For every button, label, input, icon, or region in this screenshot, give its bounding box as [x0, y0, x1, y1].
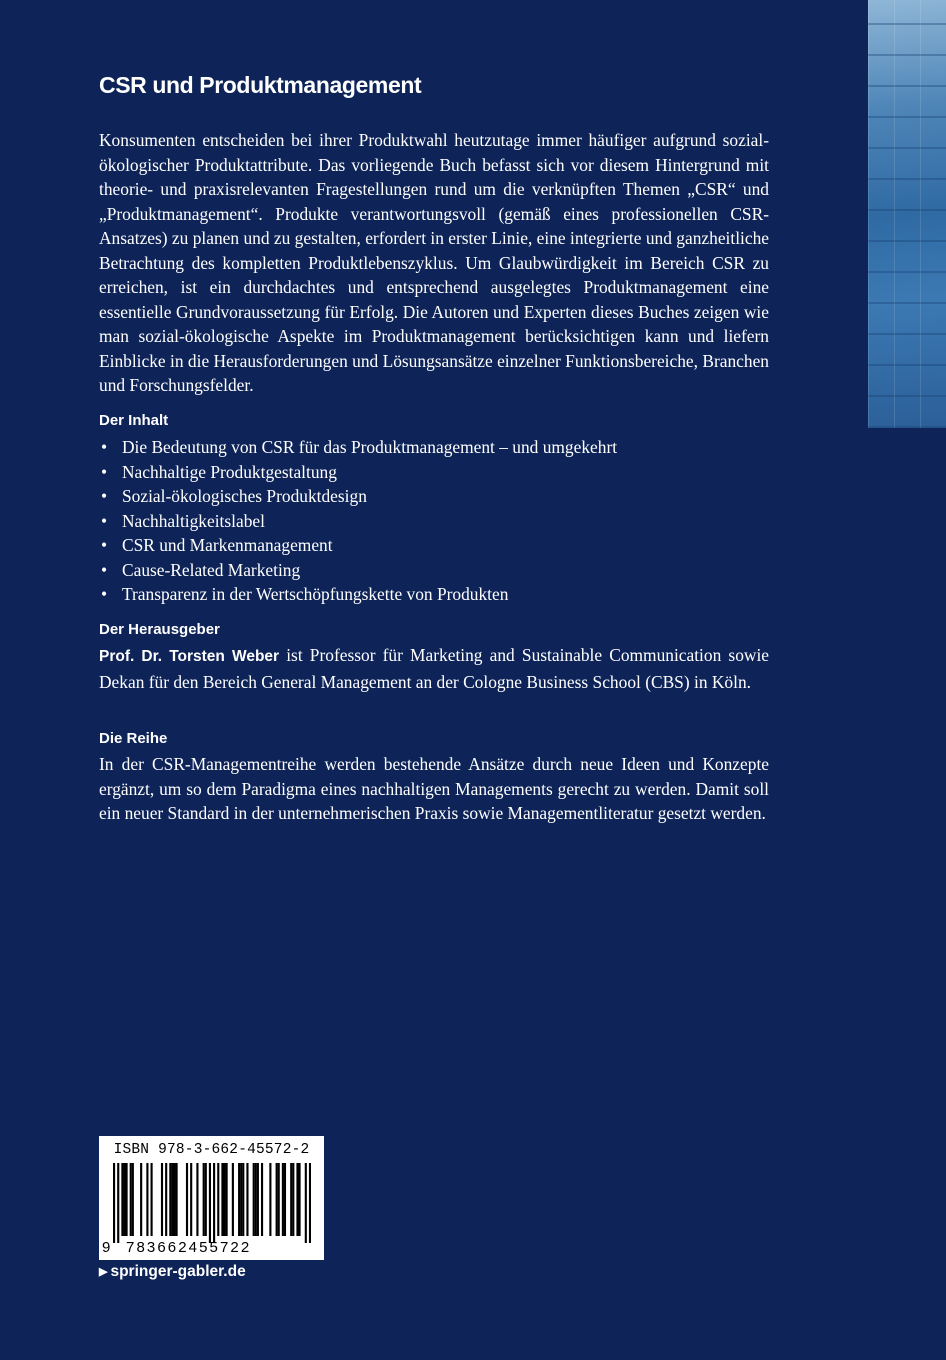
list-item: • Nachhaltige Produktgestaltung [99, 460, 779, 485]
barcode-graphic [113, 1163, 311, 1243]
bullet-icon: • [101, 584, 108, 604]
series-heading: Die Reihe [99, 730, 168, 747]
barcode-bar [190, 1163, 192, 1236]
barcode-bar [298, 1163, 300, 1236]
barcode-bar [255, 1163, 257, 1236]
bullet-icon: • [101, 510, 108, 531]
list-item: • CSR und Markenmanagement [99, 533, 779, 558]
barcode-bar [296, 1163, 298, 1236]
barcode-bar [213, 1163, 215, 1243]
barcode-bar [117, 1163, 119, 1243]
barcode-bar [232, 1163, 234, 1236]
publisher-url: springer-gabler.de [110, 1263, 246, 1280]
barcode-bar [253, 1163, 255, 1236]
publisher-link[interactable] [99, 1263, 246, 1281]
barcode-bar [123, 1163, 125, 1236]
barcode-bar [305, 1163, 307, 1243]
barcode-bar [173, 1163, 175, 1236]
barcode-bar [242, 1163, 244, 1236]
barcode-bar [132, 1163, 134, 1236]
barcode-bar [238, 1163, 240, 1236]
barcode-bar [276, 1163, 278, 1236]
bullet-icon: • [101, 461, 108, 482]
barcode-bar [290, 1163, 292, 1236]
bullet-icon: • [101, 559, 108, 580]
ean-first-digit: 9 [102, 1239, 111, 1256]
bullet-icon: • [101, 437, 108, 457]
barcode-bar [165, 1163, 167, 1236]
bullet-icon: • [101, 535, 108, 555]
barcode-bar [169, 1163, 171, 1236]
barcode-bar [282, 1163, 284, 1236]
barcode-bar [146, 1163, 148, 1236]
isbn-label: ISBN 978-3-662-45572-2 [113, 1142, 310, 1158]
barcode-bar [257, 1163, 259, 1236]
barcode-bar [246, 1163, 248, 1236]
barcode-bar [309, 1163, 311, 1243]
barcode-bar [209, 1163, 211, 1243]
barcode-bar [284, 1163, 286, 1236]
barcode-bar [130, 1163, 132, 1236]
list-item: • Transparenz in der Wertschöpfungskette von Produkten [99, 582, 779, 607]
barcode-bar [161, 1163, 163, 1236]
barcode-bar [171, 1163, 173, 1236]
editor-description: ist Professor für Marketing and Sustainable Communication sowie Dekan für den Bereich General Management an der Cologne Business School (CBS) in Köln. [99, 645, 769, 692]
barcode-bar [269, 1163, 271, 1236]
list-item: • Die Bedeutung von CSR für das Produktmanagement – und umgekehrt [99, 435, 779, 460]
barcode-bar [113, 1163, 115, 1243]
editor-name: Prof. Dr. Torsten Weber [99, 648, 280, 665]
barcode-bar [240, 1163, 242, 1236]
list-item: • Cause-Related Marketing [99, 558, 779, 583]
arrow-right-icon: ▶ [99, 1266, 108, 1278]
bullet-icon: • [101, 486, 108, 506]
barcode-bar [221, 1163, 223, 1236]
barcode-bar [205, 1163, 207, 1236]
barcode-bar [226, 1163, 228, 1236]
barcode-bar [196, 1163, 198, 1236]
barcode-bar [261, 1163, 263, 1236]
editor-paragraph [99, 643, 769, 694]
book-title: CSR und Produktmanagement [99, 72, 422, 98]
barcode-bar [126, 1163, 128, 1236]
barcode-bar [176, 1163, 178, 1236]
barcode-bar [217, 1163, 219, 1236]
contents-list [99, 435, 779, 607]
barcode-bar [186, 1163, 188, 1236]
barcode-bar [151, 1163, 153, 1236]
list-item: • Nachhaltigkeitslabel [99, 509, 779, 534]
series-paragraph: In der CSR-Managementreihe werden bestehende Ansätze durch neue Ideen und Konzepte ergänzt, um so dem Paradigma eines nachhaltigen Managements gerecht zu werden. Damit soll ein neuer Standard in der unternehmerischen Praxis sowie Managementliteratur gesetzt werden. [99, 754, 769, 823]
contents-heading: Der Inhalt [99, 412, 169, 429]
barcode-bar [223, 1163, 225, 1236]
ean-digits: 783662455722 [126, 1239, 252, 1256]
cover-photo-strip [868, 0, 946, 428]
barcode-bar [278, 1163, 280, 1236]
editor-heading: Der Herausgeber [99, 621, 220, 638]
isbn-barcode [99, 1136, 324, 1260]
intro-paragraph: Konsumenten entscheiden bei ihrer Produktwahl heutzutage immer häufiger aufgrund sozial-ökologischer Produktattribute. Das vorliegende Buch befasst sich vor diesem Hintergrund mit theorie- und praxisrelevanten Fragestellungen rund um die verknüpften Themen „CSR“ und „Produktmanagement“. Produkte verantwortungsvoll (gemäß eines professionellen CSR-Ansatzes) zu planen und zu gestalten, erfordert in erster Linie, eine integrierte und ganzheitliche Betrachtung des kompletten Produktlebenszyklus. Um Glaubwürdigkeit im Bereich CSR zu erreichen, ist ein durchdachtes und entsprechend ausgelegtes Produktmanagement eine essentielle Grundvoraussetzung für Erfolg. Die Autoren und Experten dieses Buches zeigen wie man sozial-ökologische Aspekte im Produktmanagement berücksichtigen kann und liefern Einblicke in die Herausforderungen und Lösungsansätze einzelner Funktionsbereiche, Branchen und Forschungsfelder. [99, 130, 769, 395]
list-item: • Sozial-ökologisches Produktdesign [99, 484, 779, 509]
barcode-bar [121, 1163, 123, 1236]
barcode-bar [140, 1163, 142, 1236]
barcode-bar [292, 1163, 294, 1236]
barcode-bar [203, 1163, 205, 1236]
